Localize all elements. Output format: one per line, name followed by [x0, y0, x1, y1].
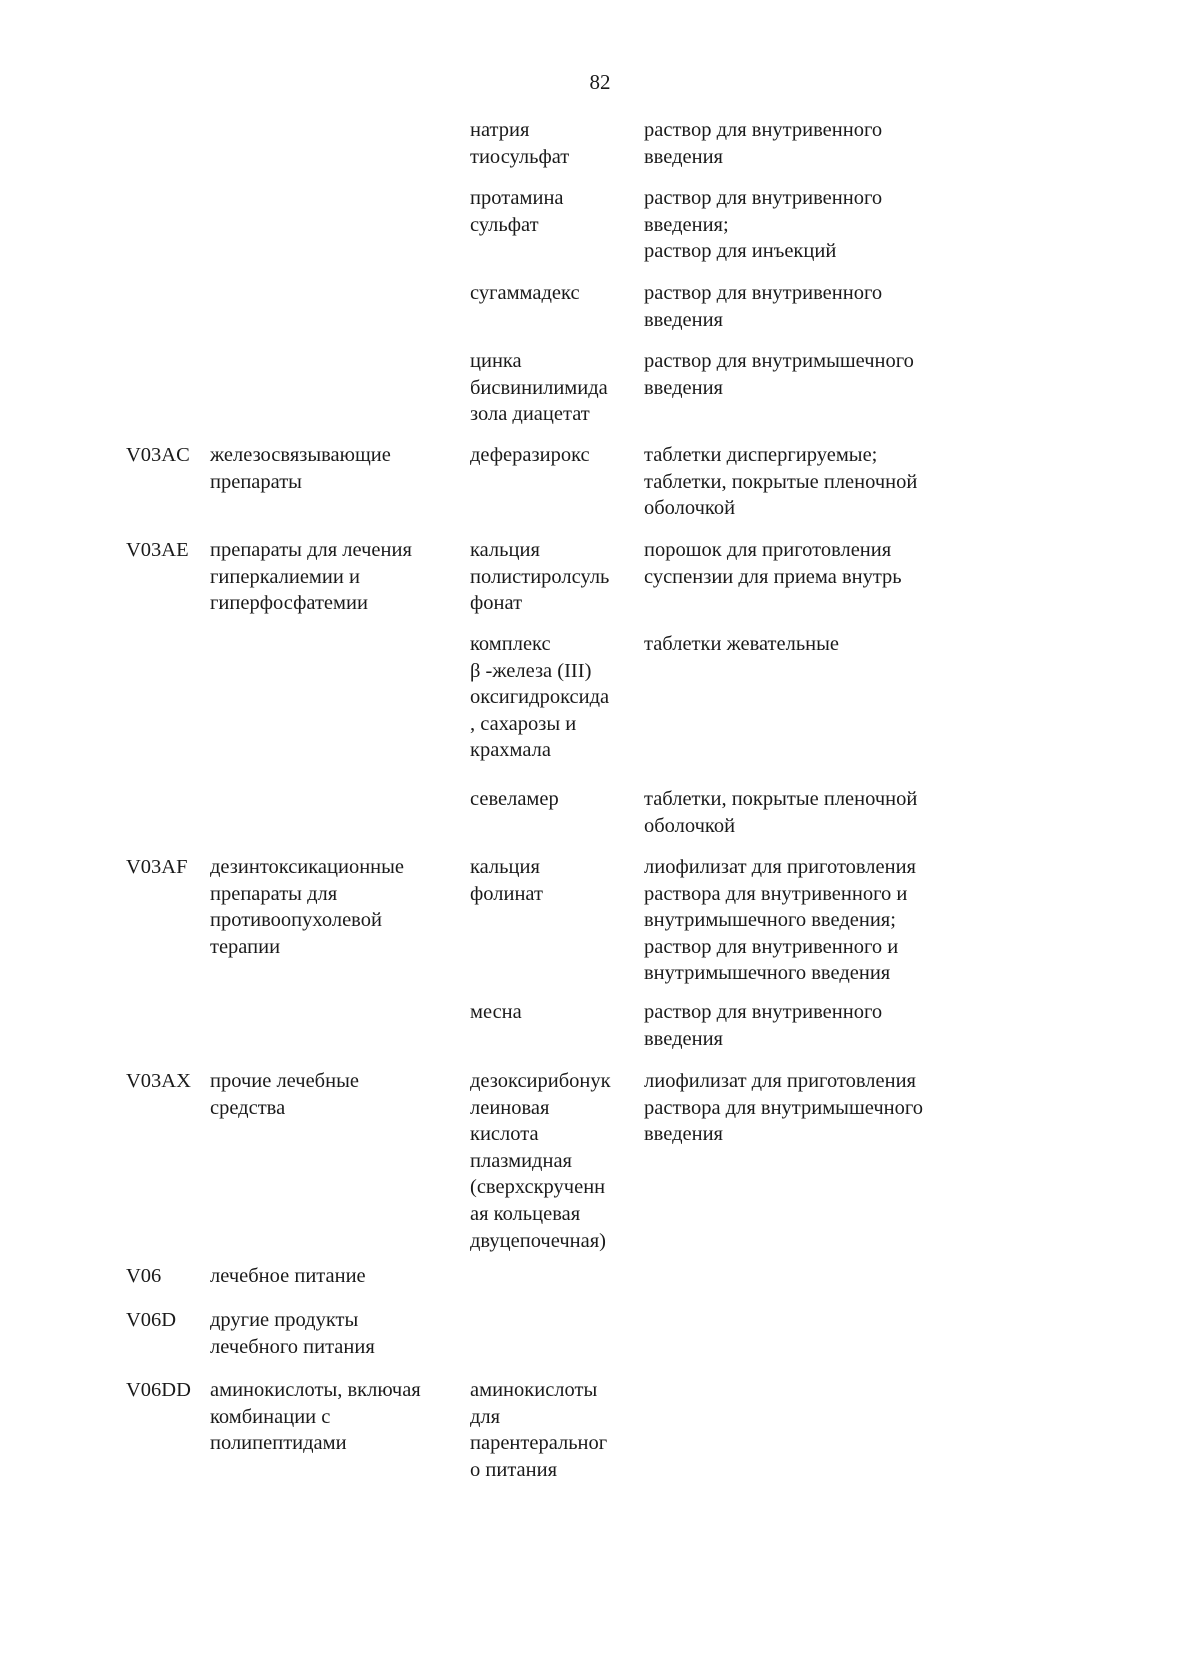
- drug-name: комплекс β -железа (III) оксигидроксида , сахарозы и крахмала: [470, 633, 610, 762]
- dosage-form: лиофилизат для приготовления раствора для внутримышечного введения: [644, 1070, 924, 1146]
- dosage-form: раствор для внутривенного введения: [644, 282, 883, 331]
- atc-code: V03AC: [126, 444, 190, 466]
- atc-code: V06D: [126, 1309, 177, 1331]
- drug-group: дезинтоксикационные препараты для противоопухолевой терапии: [210, 856, 405, 958]
- drug-name: деферазирокс: [470, 444, 590, 466]
- drug-group: другие продукты лечебного питания: [210, 1309, 375, 1358]
- drug-name: аминокислоты для парентеральног о питания: [470, 1379, 608, 1481]
- dosage-form: раствор для внутривенного введения; раствор для инъекций: [644, 187, 883, 263]
- atc-code: V03AF: [126, 856, 188, 878]
- drug-name: кальция фолинат: [470, 856, 543, 905]
- drug-group: прочие лечебные средства: [210, 1070, 359, 1119]
- dosage-form: таблетки, покрытые пленочной оболочкой: [644, 788, 918, 837]
- atc-code: V06DD: [126, 1379, 191, 1401]
- dosage-form: раствор для внутривенного введения: [644, 1001, 883, 1050]
- dosage-form: таблетки жевательные: [644, 633, 840, 655]
- dosage-form: раствор для внутривенного введения: [644, 119, 883, 168]
- drug-name: дезоксирибонук леиновая кислота плазмидная (сверхскрученн ая кольцевая двуцепочечная): [470, 1070, 611, 1252]
- drug-name: кальция полистиролсуль фонат: [470, 539, 610, 615]
- drug-name: протамина сульфат: [470, 187, 564, 236]
- dosage-form: порошок для приготовления суспензии для приема внутрь: [644, 539, 902, 588]
- drug-name: цинка бисвинилимида зола диацетат: [470, 350, 608, 426]
- drug-group: железосвязывающие препараты: [210, 444, 391, 493]
- atc-code: V06: [126, 1265, 162, 1287]
- dosage-form: раствор для внутримышечного введения: [644, 350, 914, 399]
- dosage-form: лиофилизат для приготовления раствора для внутривенного и внутримышечного введения; раствор для внутривенного и внутримышечного введения: [644, 856, 916, 985]
- atc-code: V03AX: [126, 1070, 191, 1092]
- atc-code: V03AE: [126, 539, 189, 561]
- drug-name: севеламер: [470, 788, 559, 810]
- drug-group: лечебное питание: [210, 1265, 366, 1287]
- dosage-form: таблетки диспергируемые; таблетки, покрытые пленочной оболочкой: [644, 444, 918, 520]
- drug-name: месна: [470, 1001, 522, 1023]
- drug-group: аминокислоты, включая комбинации с полипептидами: [210, 1379, 421, 1455]
- drug-name: сугаммадекс: [470, 282, 580, 304]
- drug-name: натрия тиосульфат: [470, 119, 570, 168]
- page-number: 82: [589, 70, 611, 94]
- drug-group: препараты для лечения гиперкалиемии и гиперфосфатемии: [210, 539, 412, 615]
